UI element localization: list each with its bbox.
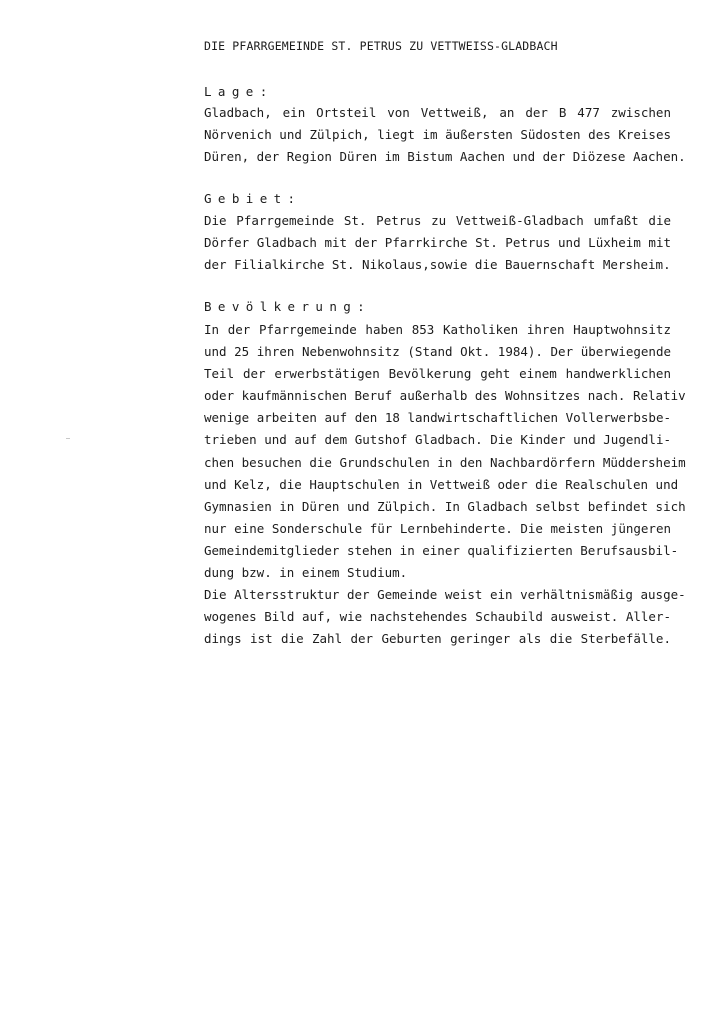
text-line: Die Altersstruktur der Gemeinde weist ein verhältnismäßig ausge- (204, 587, 686, 603)
text-line: Die Pfarrgemeinde St. Petrus zu Vettweiß-Gladbach umfaßt die (204, 213, 671, 228)
text-line: Teil der erwerbstätigen Bevölkerung geht einem handwerklichen (204, 366, 671, 382)
scan-speck (66, 438, 70, 439)
section-text-bevoelkerung (204, 319, 686, 650)
text-line: Gemeindemitglieder stehen in einer qualifizierten Berufsausbil- (204, 542, 679, 558)
text-line: Düren, der Region Düren im Bistum Aachen und der Diözese Aachen. (204, 149, 686, 165)
text-line: wogenes Bild auf, wie nachstehendes Schaubild ausweist. Aller- (204, 609, 671, 625)
document-title: DIE PFARRGEMEINDE ST. PETRUS ZU VETTWEISS-GLADBACH (204, 39, 558, 53)
section-heading-lage: Lage: (204, 84, 274, 99)
section-text-lage (204, 102, 686, 168)
text-line: dung bzw. in einem Studium. (204, 565, 408, 581)
text-line: und Kelz, die Hauptschulen in Vettweiß oder die Realschulen und (204, 476, 679, 492)
section-heading-bevoelkerung: Bevölkerung: (204, 299, 372, 314)
text-line: oder kaufmännischen Beruf außerhalb des Wohnsitzes nach. Relativ (204, 388, 686, 404)
text-line: Gymnasien in Düren und Zülpich. In Gladbach selbst befindet sich (204, 498, 686, 514)
text-line: In der Pfarrgemeinde haben 853 Katholiken ihren Hauptwohnsitz (204, 322, 671, 337)
text-line: nur eine Sonderschule für Lernbehinderte. Die meisten jüngeren (204, 520, 671, 536)
text-line: Dörfer Gladbach mit der Pfarrkirche St. Petrus und Lüxheim mit (204, 235, 671, 251)
text-line: wenige arbeiten auf den 18 landwirtschaftlichen Vollerwerbsbe- (204, 410, 671, 426)
text-line: Gladbach, ein Ortsteil von Vettweiß, an der B 477 zwischen (204, 105, 671, 120)
text-line: chen besuchen die Grundschulen in den Nachbardörfern Müddersheim (204, 454, 686, 470)
text-line: Nörvenich und Zülpich, liegt im äußersten Südosten des Kreises (204, 127, 671, 143)
section-text-gebiet (204, 210, 671, 276)
section-heading-gebiet: Gebiet: (204, 191, 302, 206)
text-line: trieben und auf dem Gutshof Gladbach. Die Kinder und Jugendli- (204, 432, 671, 448)
text-line: dings ist die Zahl der Geburten geringer als die Sterbefälle. (204, 631, 671, 647)
text-line: und 25 ihren Nebenwohnsitz (Stand Okt. 1984). Der überwiegende (204, 344, 671, 360)
text-line: der Filialkirche St. Nikolaus,sowie die Bauernschaft Mersheim. (204, 257, 671, 273)
